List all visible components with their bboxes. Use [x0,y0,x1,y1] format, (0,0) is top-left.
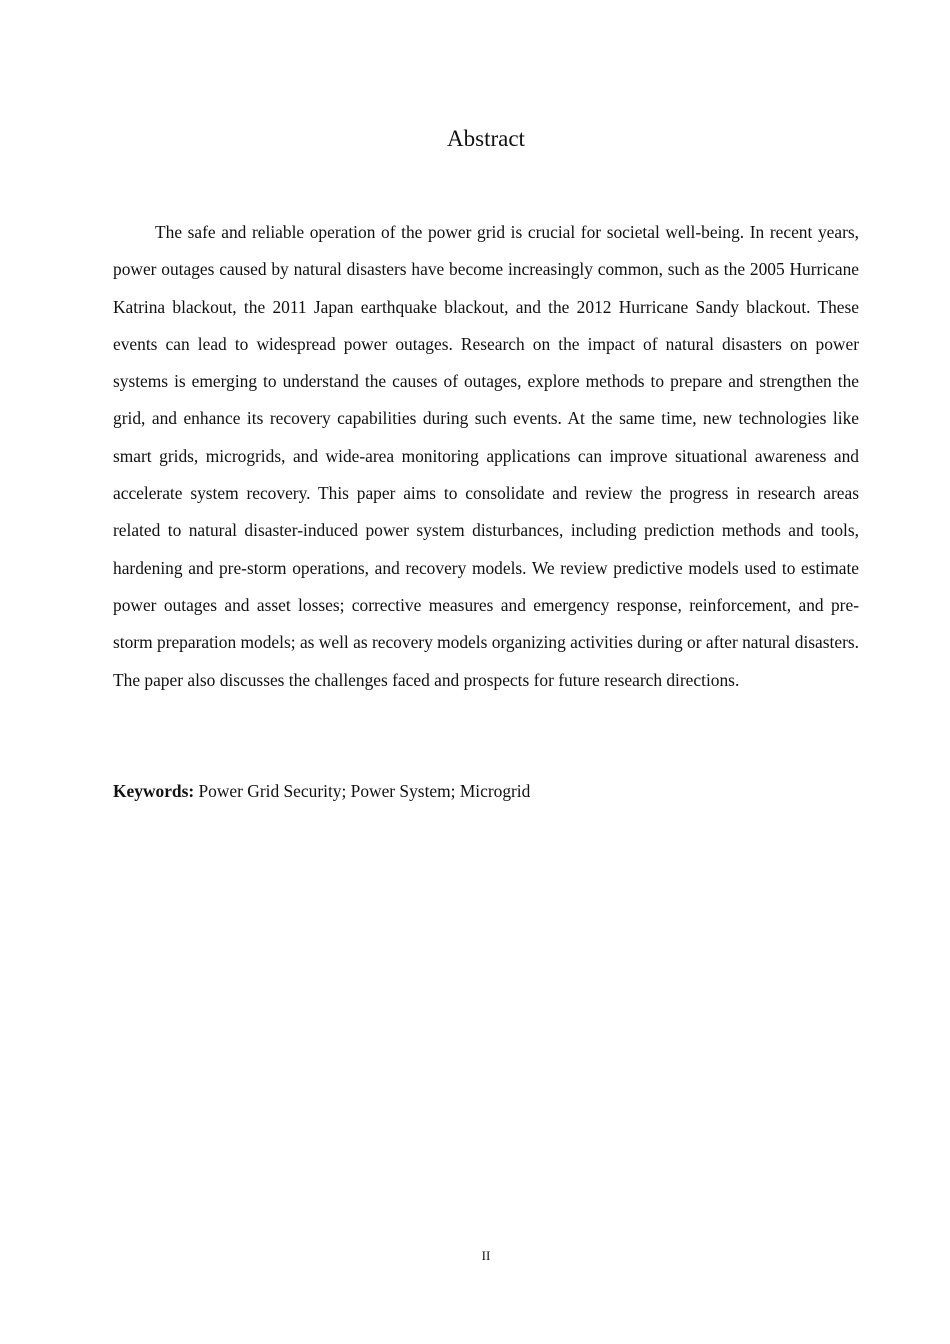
keywords-line [113,776,859,806]
keywords-value: Power Grid Security; Power System; Microgrid [194,781,531,801]
page-number: II [481,1248,491,1263]
abstract-body: The safe and reliable operation of the power grid is crucial for societal well-being. In recent years, power outages caused by natural disasters have become increasingly common, such as the 2005 Hurricane Katrina blackout, the 2011 Japan earthquake blackout, and the 2012 Hurricane Sandy blackout. These events can lead to widespread power outages. Research on the impact of natural disasters on power systems is emerging to understand the causes of outages, explore methods to prepare and strengthen the grid, and enhance its recovery capabilities during such events. At the same time, new technologies like smart grids, microgrids, and wide-area monitoring applications can improve situational awareness and accelerate system recovery. This paper aims to consolidate and review the progress in research areas related to natural disaster-induced power system disturbances, including prediction methods and tools, hardening and pre-storm operations, and recovery models. We review predictive models used to estimate power outages and asset losses; corrective measures and emergency response, reinforcement, and pre-storm preparation models; as well as recovery models organizing activities during or after natural disasters. The paper also discusses the challenges faced and prospects for future research directions. [113,222,859,690]
keywords-label: Keywords: [113,781,195,801]
abstract-title: Abstract [447,126,525,151]
